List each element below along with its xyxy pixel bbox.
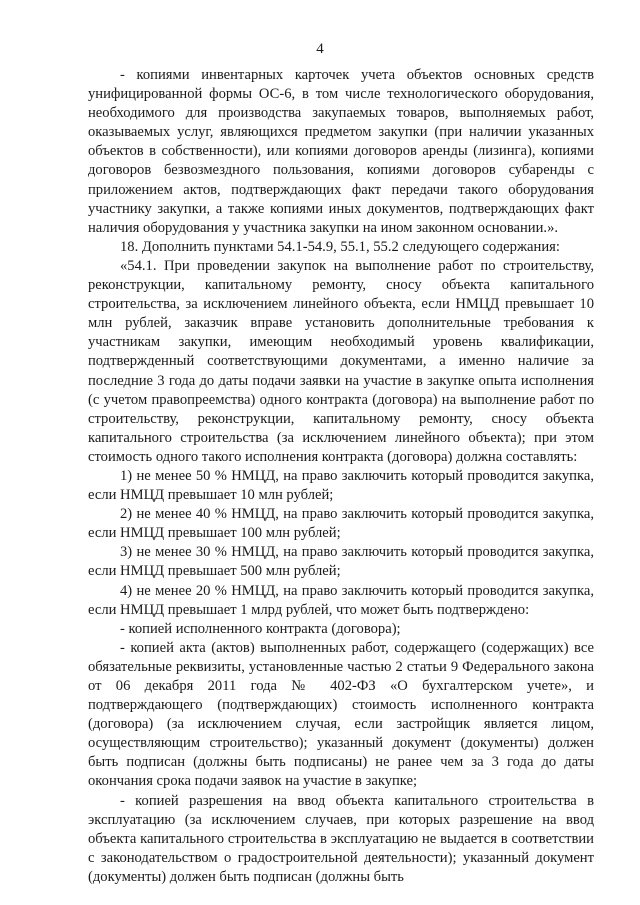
bullet-contract-copy: - копией исполненного контракта (договора); [120, 620, 401, 637]
list-item-2: 2) не менее 40 % НМЦД, на право заключить который проводится закупка, если НМЦД превышает 100 млн рублей; [88, 506, 594, 542]
list-item-1: 1) не менее 50 % НМЦД, на право заключить который проводится закупка, если НМЦД превышает 10 млн рублей; [88, 467, 594, 504]
bullet-permit-copy: - копией разрешения на ввод объекта капитального строительства в эксплуатацию (за исключением случаев, при которых разрешение на ввод объекта капитального строительства в эксплуатацию не выдается в соответствии с законодательством о градостроительной деятельности); указанный документ (документы) должен быть подписан (должны быть [88, 792, 594, 885]
document-body [88, 66, 594, 887]
paragraph-item-18: 18. Дополнить пунктами 54.1-54.9, 55.1, 55.2 следующего содержания: [120, 238, 560, 255]
bullet-acts-copy: - копией акта (актов) выполненных работ, содержащего (содержащих) все обязательные реквизиты, установленные частью 2 статьи 9 Федерального закона от 06 декабря 2011 года № 402-ФЗ «О бухгалтерском учете», и подтверждающего (подтверждающих) стоимость исполненного контракта (договора) (за исключением случая, если застройщик является лицом, осуществляющим строительство); указанный документ (документы) должен быть подписан (должны быть подписаны) не ранее чем за 3 года до даты окончания срока подачи заявок на участие в закупке; [88, 639, 594, 790]
paragraph-inventory-cards: - копиями инвентарных карточек учета объектов основных средств унифицированной формы ОС-6, в том числе технологического оборудования, необходимого для производства закупаемых товаров, выполняемых работ, оказываемых услуг, являющихся предметом закупки (при наличии указанных объектов в собственности), или копиями договоров аренды (лизинга), копиями договоров безвозмездного пользования, копиями договоров субаренды с приложением актов, подтверждающих факт передачи такого оборудования участнику закупки, а также копиями иных документов, подтверждающих факт наличия оборудования у участника закупки на ином законном основании.». [88, 67, 594, 236]
page-number: 4 [316, 41, 324, 57]
list-item-4: 4) не менее 20 % НМЦД, на право заключить который проводится закупка, если НМЦД превышает 1 млрд рублей, что может быть подтверждено: [88, 582, 594, 618]
list-item-3: 3) не менее 30 % НМЦД, на право заключить который проводится закупка, если НМЦД превышает 500 млн рублей; [88, 544, 594, 580]
paragraph-54-1: «54.1. При проведении закупок на выполнение работ по строительству, реконструкции, капитальному ремонту, сносу объекта капитального строительства, за исключением линейного объекта, если НМЦД превышает 10 млн рублей, заказчик вправе установить дополнительные требования к участникам закупки, имеющим необходимый уровень квалификации, подтвержденный соответствующими документами, а именно наличие за последние 3 года до даты подачи заявки на участие в закупке опыта исполнения (с учетом правопреемства) одного контракта (договора) на выполнение работ по строительству, реконструкции, капитальному ремонту, сносу объекта капитального строительства (за исключением линейного объекта); при этом стоимость одного такого исполнения контракта (договора) должна составлять: [88, 257, 594, 465]
